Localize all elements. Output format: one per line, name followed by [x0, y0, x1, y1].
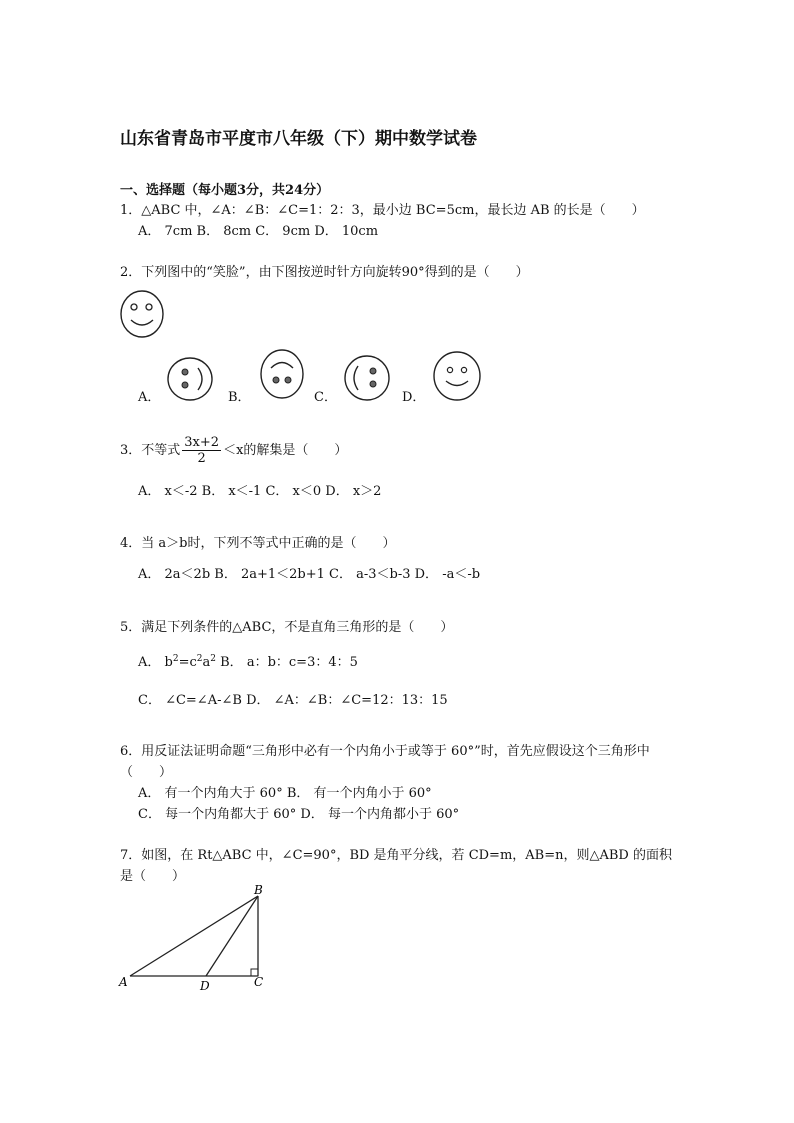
q5-stem: 5．满足下列条件的△ABC，不是直角三角形的是（ ） — [120, 620, 454, 635]
q6-stem-cont: （ ） — [120, 765, 173, 780]
q5-option-b-text: B． a：b：c=3：4：5 — [216, 655, 358, 670]
q2-stem: 2．下列图中的“笑脸”，由下图按逆时针方向旋转90°得到的是（ ） — [120, 265, 529, 280]
q5-sup: 2 — [196, 654, 203, 664]
q5-sup: 2 — [210, 654, 216, 664]
q7-label-a: A — [119, 975, 128, 989]
page-title: 山东省青岛市平度市八年级（下）期中数学试卷 — [120, 129, 477, 149]
q1-stem: 1．△ABC 中，∠A：∠B：∠C=1：2：3，最小边 BC=5cm，最长边 AB 的长是（ ） — [120, 203, 645, 218]
q2-label-c: C． — [314, 390, 337, 405]
q1-options: A． 7cm B． 8cm C． 9cm D． 10cm — [138, 224, 379, 239]
q5-options-row1 — [138, 651, 358, 671]
q5-sup: 2 — [172, 654, 179, 664]
q7-label-b: B — [254, 883, 263, 897]
q5-option-a-mid: =c — [178, 655, 197, 670]
q3-fraction — [182, 435, 221, 466]
q5-option-a-text: A． b — [138, 655, 173, 670]
q7-label-c: C — [254, 975, 264, 989]
q2-original-smiley-figure — [118, 290, 168, 340]
q2-option-b-smiley — [258, 348, 308, 400]
q3-options: A． x＜-2 B． x＜-1 C． x＜0 D． x＞2 — [138, 484, 382, 499]
q3-fraction-numerator: 3x+2 — [184, 435, 220, 450]
q7-label-d: D — [200, 979, 210, 993]
q3-stem-prefix: 3．不等式 — [120, 443, 181, 458]
q3-fraction-denominator: 2 — [197, 451, 206, 466]
q6-stem: 6．用反证法证明命题“三角形中必有一个内角小于或等于 60°”时，首先应假设这个三角形中 — [120, 744, 650, 759]
q4-stem: 4．当 a＞b时，下列不等式中正确的是（ ） — [120, 536, 396, 551]
q7-stem: 7．如图，在 Rt△ABC 中，∠C=90°，BD 是角平分线，若 CD=m，AB=n，则△ABD 的面积 — [120, 848, 672, 863]
q4-options: A． 2a＜2b B． 2a+1＜2b+1 C． a-3＜b-3 D． -a＜-b — [138, 567, 481, 582]
q5-option-a-mid2: a — [202, 655, 211, 670]
q5-options-row2: C． ∠C=∠A-∠B D． ∠A：∠B：∠C=12：13：15 — [138, 693, 448, 708]
q2-label-a: A． — [138, 390, 161, 405]
q2-label-d: D． — [402, 390, 426, 405]
q2-option-a-smiley — [166, 356, 216, 402]
q7-triangle-figure — [116, 880, 276, 995]
q6-options-row2: C． 每一个内角都大于 60° D． 每一个内角都小于 60° — [138, 807, 460, 822]
q2-option-c-smiley — [342, 354, 392, 402]
q2-option-d-smiley — [432, 350, 484, 402]
q3-stem-suffix: ＜x的解集是（ ） — [223, 443, 348, 458]
q2-label-b: B． — [228, 390, 251, 405]
section-heading: 一、选择题（每小题3分，共24分） — [120, 183, 330, 198]
q3-stem — [120, 434, 347, 470]
q6-options-row1: A． 有一个内角大于 60° B． 有一个内角小于 60° — [138, 786, 432, 801]
q7-stem-cont: 是（ ） — [120, 869, 186, 884]
